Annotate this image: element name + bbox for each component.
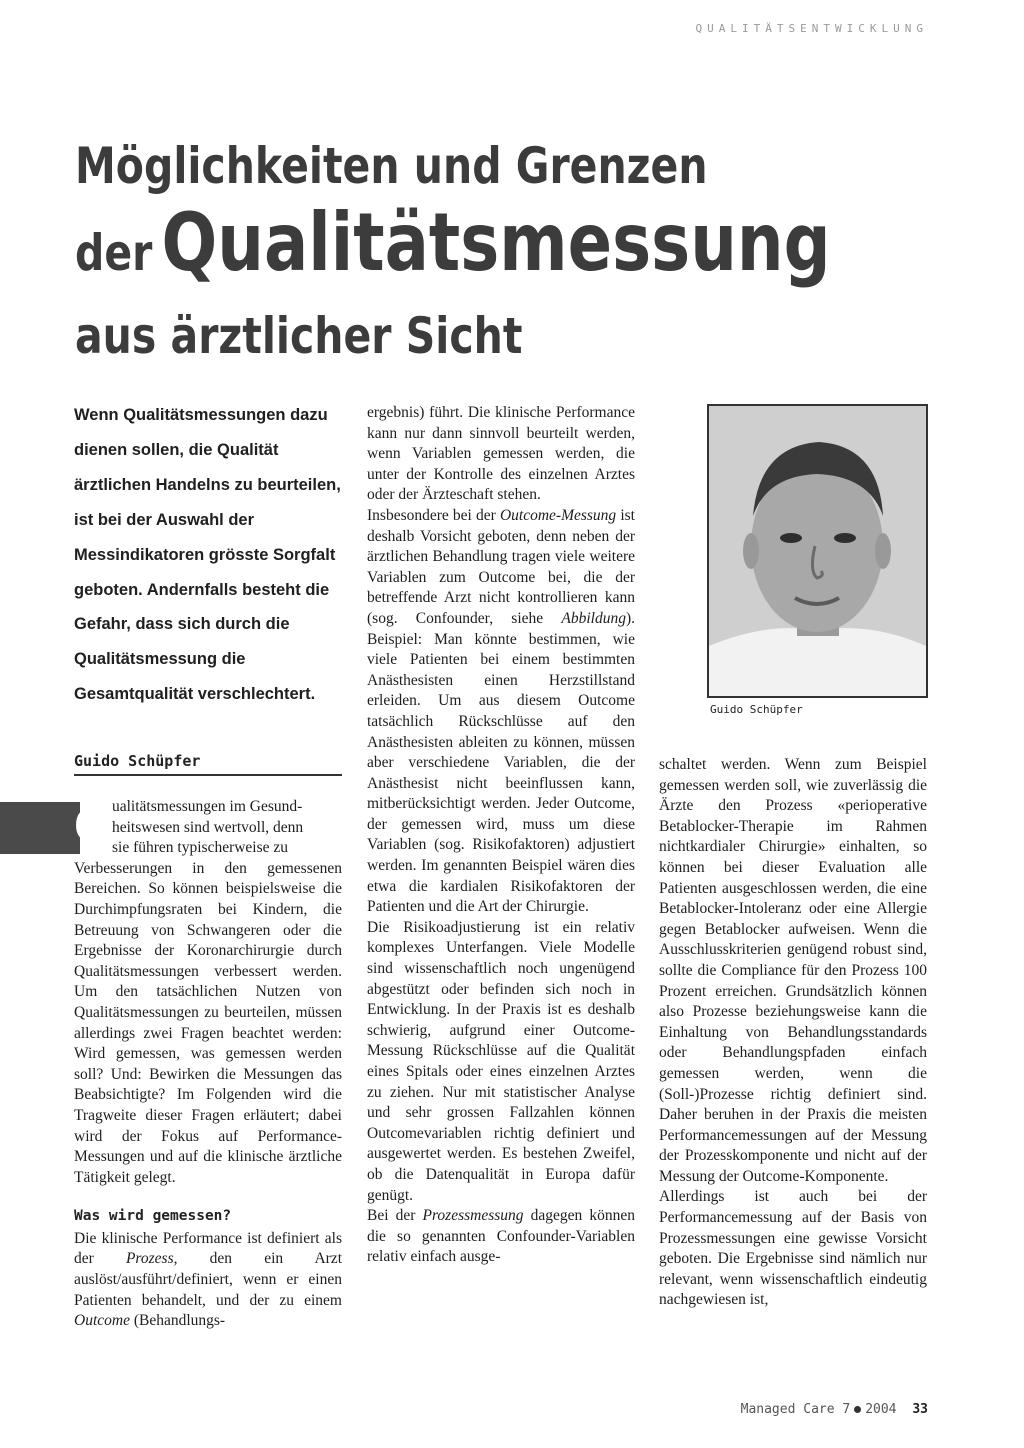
page-footer [741, 1402, 928, 1417]
author-byline: Guido Schüpfer [74, 752, 342, 776]
intro-rest: Verbesserungen in den gemessenen Bereichen. So können beispielsweise die Durchimpfungsraten bei Kindern, die Betreuung von Schwangeren oder die Ergebnisse der Koronarchirurgie durch Qualitätsmessungen verbessert werden. Um den tatsächlichen Nutzen von Qualitätsmessungen zu beurteilen, müssen allerdings zwei Fragen beachtet werden: Wird gemessen, was gemessen werden soll? Und: Bewirken die Messungen das Beabsichtigte? Im Folgenden wird die Tragweite dieser Fragen erläutert; dabei wird der Fokus auf Performance-Messungen und auf die klinische ärztliche Tätigkeit gelegt. [74, 859, 342, 1186]
body-paragraph [74, 1229, 342, 1332]
body-paragraph: ergebnis) führt. Die klinische Performance kann nur dann sinnvoll beurteilt werden, wenn Variablen gemessen werden, die unter der Kontrolle des einzelnen Arztes oder der Ärzteschaft stehen. [367, 404, 635, 504]
dropcap: Q [74, 796, 111, 852]
body-column-2 [367, 403, 635, 1268]
intro-line-3: sie führen typischerweise zu [112, 839, 289, 857]
intro-line-1: ualitätsmessungen im Gesund- [112, 798, 303, 815]
body-paragraph [367, 506, 635, 918]
emphasis: Prozess [125, 1250, 174, 1268]
emphasis: Outcome-Messung [499, 506, 617, 524]
text-run: , den ein Arzt auslöst/ausführt/definiert, wenn er einen Patienten behandelt, und der zu einem [74, 1250, 342, 1309]
text-run: Bei der [367, 1207, 423, 1225]
title-line-3: aus ärztlicher Sicht [75, 307, 523, 365]
body-paragraph: Allerdings ist auch bei der Performancemessung auf der Basis von Prozessmessungen eine gewisse Vorsicht geboten. Die Ergebnisse sind nämlich nur relevant, wenn wissenschaftlich eindeutig nachgewiesen ist, [659, 1188, 927, 1309]
body-paragraph [367, 1206, 635, 1268]
body-paragraph: schaltet werden. Wenn zum Beispiel gemessen werden soll, wie zuverlässig die Ärzte den Prozess «perioperative Betablocker-Therapie im Rahmen nichtkardialer Chirurgie» einhalten, so können bei dieser Evaluation alle Patienten ausgeschlossen werden, die eine Betablocker-Intoleranz oder eine Allergie gegen Betablocker aufweisen. Wenn die Ausschlusskriterien genügend robust sind, sollte die Compliance für den Prozess 100 Prozent erreichen. Grundsätzlich können also Prozesse beziehungsweise kann die Einhaltung von Behandlungsstandards oder Behandlungspfaden einfach gemessen werden, wenn die (Soll-)Prozesse richtig definiert sind. Daher beruhen in der Praxis die meisten Performancemessungen auf der Messung der Prozesskomponente und nicht auf der Messung der Outcome-Komponente. [659, 756, 927, 1185]
body-column-3 [659, 755, 927, 1311]
text-run: dagegen können die so genannten Confounder-Variablen relativ einfach ausge- [367, 1207, 635, 1266]
dropcap-box [0, 802, 80, 854]
emphasis: Abbildung [561, 609, 626, 627]
emphasis: Outcome [74, 1312, 130, 1330]
emphasis: Prozessmessung [422, 1207, 524, 1225]
text-run: ist deshalb Vorsicht geboten, denn neben der ärztlichen Behandlung tragen viele weitere Variablen zum Outcome bei, die der betreffende Arzt nicht kontrollieren kann (sog. Confounder, siehe [367, 506, 635, 627]
subheading: Was wird gemessen? [74, 1208, 232, 1225]
author-photo [707, 404, 928, 698]
text-run: Die klinische Performance ist definiert als der [74, 1229, 342, 1268]
issue-number: 7 [842, 1402, 851, 1417]
body-column-1 [74, 797, 342, 1332]
title-line-2-main: Qualitätsmessung [161, 196, 831, 289]
portrait-illustration [709, 406, 926, 696]
title-line-1: Möglichkeiten und Grenzen [75, 137, 708, 195]
issue-year: 2004 [865, 1402, 897, 1417]
section-label: QUALITÄTSENTWICKLUNG [695, 22, 928, 35]
text-run: ). Beispiel: Man könnte bestimmen, wie viele Patienten bei einem bestimmten Anästhesisten einen Herzstillstand erleiden. Um aus diesem Outcome tatsächlich Rückschlüsse auf den Anästhesisten ableiten zu können, müssen aber verschiedene Variablen, die der Anästhesist nicht beeinflussen kann, mitberücksichtigt werden. Jeder Outcome, der gemessen wird, muss um diese Variablen (sog. Risikofaktoren) adjustiert werden. Im genannten Beispiel wären dies etwa die kardialen Risikofaktoren der Patienten und die Art der Chirurgie. [367, 609, 635, 916]
separator-dot [854, 1406, 861, 1413]
text-run: Insbesondere bei der [367, 506, 500, 524]
body-paragraph: Die Risikoadjustierung ist ein relativ komplexes Unterfangen. Viele Modelle sind wissenschaftlich noch ungenügend abgestützt oder befinden sich noch in Entwicklung. In der Praxis ist es deshalb schwierig, aufgrund einer Outcome-Messung Rückschlüsse auf die Qualität eines Spitals oder eines einzelnen Arztes zu ziehen. Nur mit statistischer Analyse und sehr grossen Fallzahlen können Outcomevariablen richtig definiert und ausgewertet werden. Es bestehen Zweifel, ob die Datenqualität in Europa dafür genügt. [367, 918, 635, 1204]
lead-paragraph: Wenn Qualitätsmessungen dazu dienen sollen, die Qualität ärztlichen Handelns zu beurteilen, ist bei der Auswahl der Messindikatoren grösste Sorgfalt geboten. Andernfalls besteht die Gefahr, dass sich durch die Qualitätsmessung die Gesamtqualität verschlechtert. [74, 406, 341, 704]
title-line-2 [75, 198, 831, 304]
article-title [75, 130, 996, 368]
photo-caption: Guido Schüpfer [710, 703, 803, 716]
page-number: 33 [912, 1402, 928, 1417]
intro-paragraph [74, 797, 342, 1188]
text-run: (Behandlungs- [129, 1312, 226, 1330]
intro-line-2: heitswesen sind wertvoll, denn [112, 818, 304, 836]
title-line-2-prefix: der [75, 224, 153, 282]
journal-name: Managed Care [740, 1402, 835, 1417]
